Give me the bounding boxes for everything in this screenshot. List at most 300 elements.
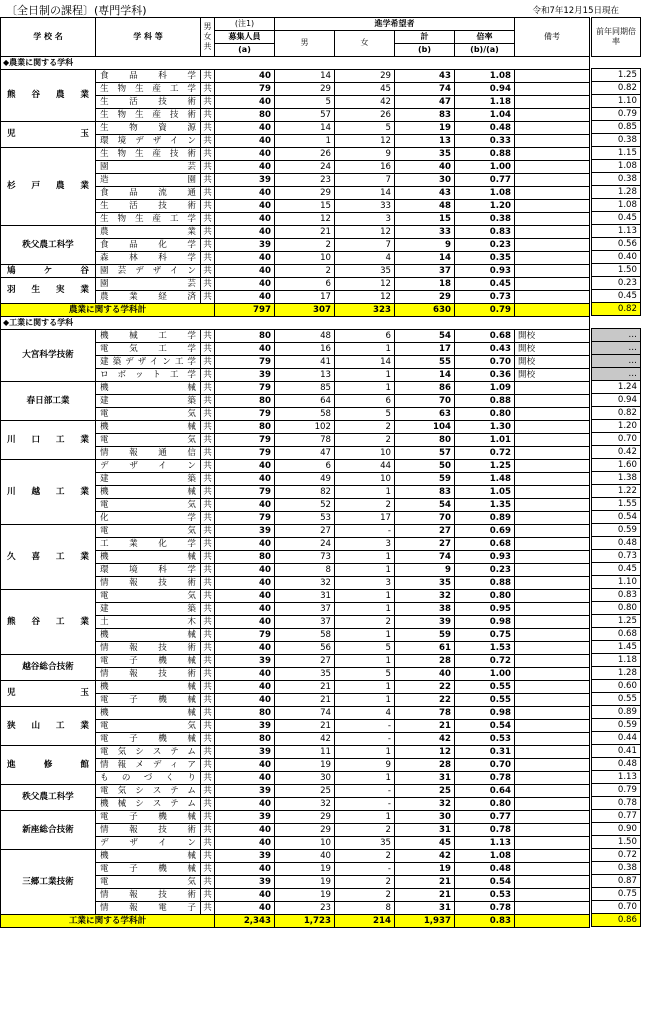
total-capacity: 2,343 [215,914,275,927]
capacity-cell: 40 [215,862,275,875]
capacity-cell: 40 [215,641,275,654]
ratio-cell: 0.98 [455,615,515,628]
ratio-cell: 0.48 [455,862,515,875]
dept-name: 森林科学 [96,251,201,264]
school-name: 春日部工業 [1,381,96,420]
prev-row [592,394,641,407]
female-cell: 7 [335,238,395,251]
table-row [1,277,590,290]
ratio-cell: 0.77 [455,173,515,186]
section-heading-row [1,316,590,329]
female-cell: 6 [335,394,395,407]
sex-cell: 共 [201,602,215,615]
total-cell: 14 [395,251,455,264]
prev-ratio-cell: 1.22 [592,485,641,498]
male-cell: 19 [275,862,335,875]
note-cell [515,576,590,589]
male-cell: 24 [275,160,335,173]
total-cell: 19 [395,862,455,875]
sex-cell: 共 [201,862,215,875]
note-cell [515,407,590,420]
sex-cell: 共 [201,394,215,407]
prev-row [592,121,641,134]
prev-ratio-cell: 0.54 [592,511,641,524]
ratio-cell: 0.23 [455,563,515,576]
female-cell: 2 [335,420,395,433]
note-cell [515,511,590,524]
sex-cell: 共 [201,563,215,576]
note-cell [515,108,590,121]
sex-cell: 共 [201,82,215,95]
note-cell [515,264,590,277]
section-spacer-row [592,56,641,69]
prev-ratio-cell: 0.78 [592,797,641,810]
total-cell: 21 [395,719,455,732]
female-cell: 35 [335,264,395,277]
ratio-cell: 0.78 [455,901,515,914]
prev-total-row [592,914,641,927]
female-cell: 1 [335,589,395,602]
prev-row [592,888,641,901]
prev-row [592,277,641,290]
prev-row [592,654,641,667]
sex-cell: 共 [201,823,215,836]
table-row [1,121,590,134]
total-cell: 35 [395,576,455,589]
ratio-cell: 0.80 [455,589,515,602]
male-cell: 14 [275,121,335,134]
sex-cell: 共 [201,498,215,511]
note-cell [515,693,590,706]
note-cell [515,251,590,264]
prev-ratio-cell: 1.60 [592,459,641,472]
note-cell [515,836,590,849]
ratio-cell: 1.05 [455,485,515,498]
female-cell: 9 [335,758,395,771]
capacity-cell: 40 [215,901,275,914]
note-cell [515,433,590,446]
section-spacer-row [592,316,641,329]
dept-name: 機械 [96,550,201,563]
dept-name: 電子機械 [96,654,201,667]
male-cell: 58 [275,628,335,641]
col-sex-header: 男女共 [201,18,215,57]
dept-name: 生活技術 [96,199,201,212]
sex-cell: 共 [201,654,215,667]
dept-name: ロボット工学 [96,368,201,381]
ratio-cell: 0.70 [455,758,515,771]
capacity-cell: 80 [215,706,275,719]
male-cell: 19 [275,888,335,901]
female-cell: 10 [335,446,395,459]
male-cell: 29 [275,810,335,823]
dept-name: 生物資源 [96,121,201,134]
capacity-cell: 40 [215,121,275,134]
total-cell: 80 [395,433,455,446]
note-cell [515,563,590,576]
capacity-cell: 40 [215,212,275,225]
sex-cell: 共 [201,511,215,524]
table-row [1,849,590,862]
table-row [1,69,590,82]
female-cell: 1 [335,654,395,667]
prev-ratio-cell: 0.23 [592,277,641,290]
female-cell: 35 [335,836,395,849]
total-cell: 28 [395,758,455,771]
dept-name: 土木 [96,615,201,628]
dept-name: 情報技術 [96,667,201,680]
sex-cell: 共 [201,407,215,420]
ratio-cell: 1.01 [455,433,515,446]
total-cell: 57 [395,446,455,459]
female-cell: - [335,524,395,537]
section-spacer [592,316,641,329]
sex-cell: 共 [201,446,215,459]
male-cell: 49 [275,472,335,485]
female-cell: 45 [335,82,395,95]
dept-name: 園芸 [96,160,201,173]
capacity-cell: 40 [215,134,275,147]
col-ratio-header: 倍率 [455,30,515,43]
note-cell [515,745,590,758]
prev-ratio-cell: 0.38 [592,862,641,875]
ratio-cell: 1.08 [455,849,515,862]
female-cell: 1 [335,368,395,381]
sex-cell: 共 [201,550,215,563]
col-cap-header: 募集人員 [215,30,275,43]
capacity-cell: 39 [215,810,275,823]
prev-row [592,472,641,485]
sex-cell: 共 [201,121,215,134]
female-cell: 5 [335,121,395,134]
note-cell [515,550,590,563]
female-cell: 1 [335,342,395,355]
total-cell: 22 [395,693,455,706]
ratio-cell: 0.83 [455,225,515,238]
col-prev-header: 前年同期倍率 [592,18,641,57]
male-cell: 11 [275,745,335,758]
section-total-label: 農業に関する学科計 [1,303,215,316]
dept-name: 農業経済 [96,290,201,303]
male-cell: 29 [275,823,335,836]
female-cell: 17 [335,511,395,524]
prev-row [592,563,641,576]
capacity-cell: 80 [215,550,275,563]
capacity-cell: 40 [215,472,275,485]
male-cell: 42 [275,732,335,745]
capacity-cell: 40 [215,667,275,680]
sex-cell: 共 [201,329,215,342]
prev-row [592,771,641,784]
total-cell: 59 [395,472,455,485]
male-cell: 12 [275,212,335,225]
total-cell: 86 [395,381,455,394]
sex-cell: 共 [201,797,215,810]
prev-ratio-cell: 0.73 [592,550,641,563]
capacity-cell: 80 [215,329,275,342]
ratio-cell: 0.78 [455,771,515,784]
total-cell: 31 [395,771,455,784]
ratio-cell: 1.04 [455,108,515,121]
note-cell [515,485,590,498]
dept-name: 機械 [96,628,201,641]
prev-row [592,602,641,615]
col-school-header: 学 校 名 [1,18,96,57]
prev-ratio-cell: 1.08 [592,199,641,212]
male-cell: 10 [275,251,335,264]
dept-name: 電気工学 [96,342,201,355]
total-cell: 54 [395,498,455,511]
male-cell: 35 [275,667,335,680]
prev-row [592,550,641,563]
sex-cell: 共 [201,238,215,251]
sex-cell: 共 [201,810,215,823]
capacity-cell: 79 [215,355,275,368]
prev-ratio-cell: 1.25 [592,69,641,82]
prev-ratio-cell: 0.70 [592,901,641,914]
total-cell: 32 [395,797,455,810]
prev-row [592,706,641,719]
dept-name: 電気 [96,498,201,511]
ratio-cell: 0.88 [455,147,515,160]
dept-name: 電気 [96,589,201,602]
note-cell [515,277,590,290]
prev-ratio-cell: 1.25 [592,615,641,628]
sex-cell: 共 [201,290,215,303]
dept-name: 建築 [96,472,201,485]
female-cell: 2 [335,433,395,446]
male-cell: 31 [275,589,335,602]
ratio-cell: 0.88 [455,394,515,407]
note-cell [515,446,590,459]
sex-cell: 共 [201,381,215,394]
female-cell: 42 [335,95,395,108]
prev-total-ratio: 0.82 [592,303,641,316]
sex-cell: 共 [201,459,215,472]
ratio-cell: 0.68 [455,537,515,550]
total-cell: 38 [395,602,455,615]
sex-cell: 共 [201,420,215,433]
prev-ratio-cell: 0.80 [592,602,641,615]
ratio-cell: 0.43 [455,342,515,355]
col-note-header: 備考 [515,18,590,57]
female-cell: 8 [335,901,395,914]
sex-cell: 共 [201,732,215,745]
note-cell [515,121,590,134]
female-cell: 26 [335,108,395,121]
capacity-cell: 39 [215,849,275,862]
male-cell: 56 [275,641,335,654]
prev-ratio-cell: 1.08 [592,160,641,173]
prev-total-ratio: 0.86 [592,914,641,927]
prev-ratio-cell: 1.28 [592,667,641,680]
ratio-cell: 0.36 [455,368,515,381]
col-male-header: 男 [275,30,335,56]
female-cell: 14 [335,355,395,368]
capacity-cell: 40 [215,771,275,784]
total-cell: 78 [395,706,455,719]
table-row [1,745,590,758]
total-cell: 83 [395,485,455,498]
total-ratio: 0.83 [455,914,515,927]
ratio-cell: 0.73 [455,290,515,303]
prev-row [592,485,641,498]
sex-cell: 共 [201,472,215,485]
female-cell: 7 [335,173,395,186]
note-cell: 開校 [515,368,590,381]
male-cell: 1 [275,134,335,147]
prev-ratio-cell: 0.68 [592,628,641,641]
female-cell: 12 [335,277,395,290]
sex-cell: 共 [201,355,215,368]
capacity-cell: 39 [215,745,275,758]
total-note [515,303,590,316]
prev-row [592,641,641,654]
total-cell: 21 [395,888,455,901]
male-cell: 78 [275,433,335,446]
prev-row [592,381,641,394]
male-cell: 32 [275,576,335,589]
prev-ratio-cell: … [592,355,641,368]
table-row [1,706,590,719]
prev-ratio-cell: … [592,329,641,342]
note-cell: 開校 [515,329,590,342]
school-name: 狭山工業 [1,706,96,745]
female-cell: - [335,732,395,745]
capacity-cell: 79 [215,433,275,446]
note-cell [515,628,590,641]
note-cell [515,199,590,212]
school-name: 進修館 [1,745,96,784]
sex-cell: 共 [201,836,215,849]
capacity-cell: 39 [215,368,275,381]
sex-cell: 共 [201,576,215,589]
note-cell [515,888,590,901]
capacity-cell: 79 [215,628,275,641]
capacity-cell: 40 [215,95,275,108]
total-cell: 50 [395,459,455,472]
dept-name: 園芸 [96,277,201,290]
capacity-cell: 39 [215,238,275,251]
female-cell: 2 [335,823,395,836]
table-row [1,147,590,160]
dept-name: 生活技術 [96,95,201,108]
ratio-cell: 0.80 [455,797,515,810]
sex-cell: 共 [201,615,215,628]
dept-name: 情報技術 [96,576,201,589]
capacity-cell: 79 [215,381,275,394]
dept-name: 機械 [96,381,201,394]
male-cell: 37 [275,602,335,615]
ratio-cell: 0.48 [455,121,515,134]
total-cell: 42 [395,732,455,745]
ratio-cell: 0.70 [455,355,515,368]
total-applicants: 1,937 [395,914,455,927]
sex-cell: 共 [201,849,215,862]
total-cell: 35 [395,147,455,160]
total-cell: 54 [395,329,455,342]
prev-ratio-cell: 0.60 [592,680,641,693]
prev-row [592,524,641,537]
prev-ratio-cell: 0.45 [592,563,641,576]
sex-cell: 共 [201,199,215,212]
capacity-cell: 80 [215,420,275,433]
prev-ratio-cell: 0.72 [592,849,641,862]
note-cell [515,238,590,251]
male-cell: 26 [275,147,335,160]
dept-name: 情報技術 [96,888,201,901]
table-row [1,420,590,433]
capacity-cell: 39 [215,524,275,537]
ratio-cell: 0.68 [455,329,515,342]
col-total-b: (b) [395,43,455,56]
prev-row [592,797,641,810]
female-cell: 1 [335,771,395,784]
male-cell: 27 [275,654,335,667]
note-cell [515,667,590,680]
ratio-cell: 0.80 [455,407,515,420]
note-cell [515,420,590,433]
capacity-cell: 40 [215,264,275,277]
prev-row [592,290,641,303]
total-cell: 15 [395,212,455,225]
prev-ratio-cell: 0.85 [592,121,641,134]
ratio-cell: 1.20 [455,199,515,212]
school-name: 羽生実業 [1,277,96,303]
total-capacity: 797 [215,303,275,316]
prev-ratio-cell: 0.87 [592,875,641,888]
prev-ratio-cell: 0.45 [592,212,641,225]
note-cell [515,862,590,875]
note-cell [515,69,590,82]
female-cell: 14 [335,186,395,199]
ratio-cell: 0.31 [455,745,515,758]
male-cell: 24 [275,537,335,550]
capacity-cell: 40 [215,199,275,212]
dept-name: デザイン [96,836,201,849]
capacity-cell: 40 [215,758,275,771]
prev-row [592,836,641,849]
school-name: 秩父農工科学 [1,784,96,810]
prev-ratio-cell: 0.94 [592,394,641,407]
ratio-cell: 1.25 [455,459,515,472]
prev-ratio-cell: 0.59 [592,524,641,537]
sex-cell: 共 [201,251,215,264]
dept-name: 電気 [96,433,201,446]
ratio-cell: 1.13 [455,836,515,849]
sex-cell: 共 [201,524,215,537]
female-cell: 3 [335,212,395,225]
note-cell [515,225,590,238]
prev-ratio-cell: 1.20 [592,420,641,433]
total-cell: 18 [395,277,455,290]
prev-row [592,680,641,693]
capacity-cell: 40 [215,498,275,511]
capacity-cell: 79 [215,82,275,95]
total-cell: 55 [395,355,455,368]
capacity-cell: 40 [215,589,275,602]
ratio-cell: 0.54 [455,875,515,888]
note-cell [515,784,590,797]
prev-row [592,901,641,914]
note-cell [515,641,590,654]
prev-ratio-cell: 0.38 [592,173,641,186]
report-date: 令和7年12月15日現在 [532,6,619,16]
female-cell: 2 [335,888,395,901]
dept-name: 情報電子 [96,901,201,914]
prev-ratio-cell: 1.55 [592,498,641,511]
col-dept-header: 学 科 等 [96,18,201,57]
